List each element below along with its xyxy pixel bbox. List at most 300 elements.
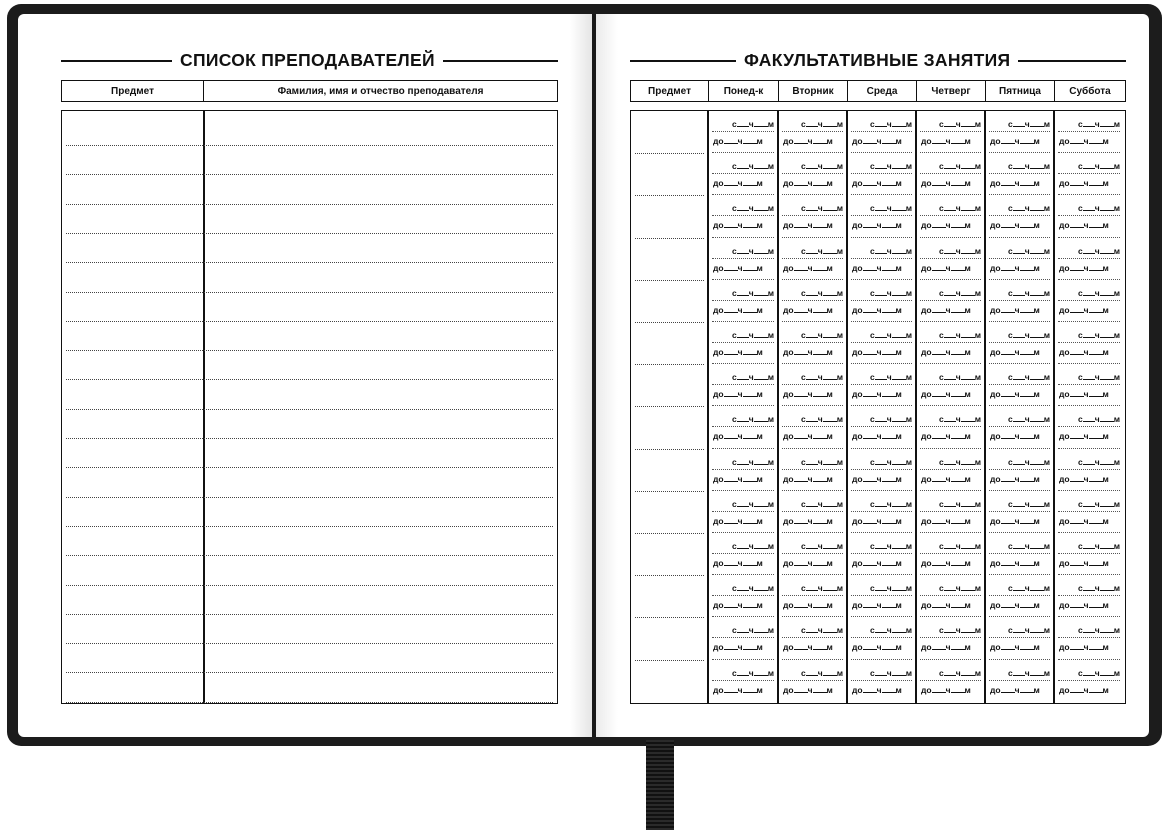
time-from-field[interactable]: с ч м: [870, 330, 912, 340]
time-to-field[interactable]: до ч м: [990, 515, 1040, 526]
time-from-field[interactable]: с ч м: [870, 245, 912, 256]
time-from-field[interactable]: с ч м: [1078, 498, 1120, 509]
row-separator: [851, 616, 912, 617]
time-to-field[interactable]: до ч м: [1059, 473, 1109, 484]
time-to-field[interactable]: до ч м: [852, 515, 902, 526]
time-from-field[interactable]: с ч м: [870, 456, 912, 467]
time-from-field[interactable]: с ч м: [939, 583, 981, 594]
time-from-field[interactable]: с ч м: [870, 583, 912, 594]
time-to-field[interactable]: до ч м: [1059, 558, 1109, 568]
time-to-field[interactable]: до ч м: [1059, 178, 1109, 189]
slot-separator: [920, 553, 981, 554]
time-from-field[interactable]: с ч м: [939, 330, 981, 340]
row-separator: [1058, 574, 1120, 575]
time-to-field[interactable]: до ч м: [713, 262, 763, 273]
time-to-field[interactable]: до ч м: [852, 684, 902, 695]
time-from-field[interactable]: с ч м: [732, 667, 774, 678]
time-from-field[interactable]: с ч м: [1078, 625, 1120, 636]
time-from-field[interactable]: с ч м: [732, 456, 774, 467]
time-from-field[interactable]: с ч м: [1078, 372, 1120, 383]
time-from-field[interactable]: с ч м: [1008, 414, 1050, 425]
row-separator: [1058, 363, 1120, 364]
row-separator: [712, 194, 774, 195]
time-to-field[interactable]: до ч м: [713, 304, 763, 315]
time-to-field[interactable]: до ч м: [1059, 431, 1109, 442]
row-separator: [1058, 405, 1120, 406]
time-to-field[interactable]: до ч м: [921, 684, 971, 695]
time-to-field[interactable]: до ч м: [990, 304, 1040, 315]
subject-line[interactable]: [635, 449, 704, 450]
slot-separator: [1058, 173, 1120, 174]
time-from-field[interactable]: с ч м: [1008, 498, 1050, 509]
time-from-field[interactable]: с ч м: [939, 498, 981, 509]
row-separator: [851, 405, 912, 406]
time-from-field[interactable]: с ч м: [732, 330, 774, 340]
row-separator: [920, 490, 981, 491]
time-from-field[interactable]: с ч м: [801, 330, 843, 340]
time-from-field[interactable]: с ч м: [1078, 330, 1120, 340]
row-separator: [920, 405, 981, 406]
time-to-field[interactable]: до ч м: [713, 558, 763, 568]
time-to-field[interactable]: до ч м: [852, 262, 902, 273]
time-from-field[interactable]: с ч м: [939, 287, 981, 298]
writing-line[interactable]: [66, 702, 553, 703]
time-to-field[interactable]: до ч м: [1059, 347, 1109, 357]
slot-separator: [712, 215, 774, 216]
time-to-field[interactable]: до ч м: [783, 136, 833, 146]
slot-separator: [712, 300, 774, 301]
time-from-field[interactable]: с ч м: [801, 625, 843, 636]
time-to-field[interactable]: до ч м: [990, 136, 1040, 146]
header-wednesday: Среда: [847, 81, 916, 101]
time-to-field[interactable]: до ч м: [783, 558, 833, 568]
time-from-field[interactable]: с ч м: [732, 541, 774, 551]
row-separator: [712, 448, 774, 449]
time-from-field[interactable]: с ч м: [1008, 245, 1050, 256]
writing-line[interactable]: [66, 643, 553, 644]
subject-line[interactable]: [635, 491, 704, 492]
time-from-field[interactable]: с ч м: [801, 203, 843, 214]
time-from-field[interactable]: с ч м: [1008, 583, 1050, 594]
time-to-field[interactable]: до ч м: [852, 136, 902, 146]
slot-separator: [920, 637, 981, 638]
subject-line[interactable]: [635, 153, 704, 154]
subject-line[interactable]: [635, 575, 704, 576]
time-to-field[interactable]: до ч м: [990, 558, 1040, 568]
row-separator: [989, 574, 1050, 575]
slot-separator: [782, 637, 843, 638]
slot-separator: [989, 131, 1050, 132]
time-from-field[interactable]: с ч м: [870, 414, 912, 425]
subject-line[interactable]: [635, 406, 704, 407]
header-subject: Предмет: [648, 85, 691, 97]
subject-line[interactable]: [635, 322, 704, 323]
time-from-field[interactable]: с ч м: [1078, 245, 1120, 256]
row-separator: [1058, 237, 1120, 238]
slot-separator: [1058, 426, 1120, 427]
header-tuesday: Вторник: [778, 81, 847, 101]
time-to-field[interactable]: до ч м: [852, 389, 902, 400]
row-separator: [989, 321, 1050, 322]
time-from-field[interactable]: с ч м: [1078, 456, 1120, 467]
slot-separator: [920, 131, 981, 132]
writing-line[interactable]: [66, 585, 553, 586]
time-from-field[interactable]: с ч м: [732, 625, 774, 636]
time-to-field[interactable]: до ч м: [783, 684, 833, 695]
writing-line[interactable]: [66, 438, 553, 439]
slot-separator: [1058, 680, 1120, 681]
time-to-field[interactable]: до ч м: [713, 220, 763, 231]
time-from-field[interactable]: с ч м: [870, 498, 912, 509]
time-to-field[interactable]: до ч м: [852, 178, 902, 189]
slot-separator: [989, 173, 1050, 174]
time-from-field[interactable]: с ч м: [1078, 667, 1120, 678]
writing-line[interactable]: [66, 409, 553, 410]
time-to-field[interactable]: до ч м: [921, 262, 971, 273]
time-from-field[interactable]: с ч м: [801, 414, 843, 425]
time-to-field[interactable]: до ч м: [921, 558, 971, 568]
slot-separator: [1058, 131, 1120, 132]
slot-separator: [1058, 342, 1120, 343]
slot-separator: [920, 595, 981, 596]
row-separator: [989, 152, 1050, 153]
time-to-field[interactable]: до ч м: [713, 684, 763, 695]
row-separator: [1058, 532, 1120, 533]
ribbon-bookmark: [646, 740, 674, 830]
row-separator: [1058, 616, 1120, 617]
time-to-field[interactable]: до ч м: [921, 515, 971, 526]
subject-line[interactable]: [635, 533, 704, 534]
time-from-field[interactable]: с ч м: [1008, 203, 1050, 214]
time-from-field[interactable]: с ч м: [801, 583, 843, 594]
row-separator: [782, 237, 843, 238]
row-separator: [1058, 152, 1120, 153]
time-to-field[interactable]: до ч м: [783, 473, 833, 484]
writing-line[interactable]: [66, 292, 553, 293]
time-to-field[interactable]: до ч м: [783, 389, 833, 400]
time-from-field[interactable]: с ч м: [870, 372, 912, 383]
subject-line[interactable]: [635, 617, 704, 618]
time-to-field[interactable]: до ч м: [921, 431, 971, 442]
writing-line[interactable]: [66, 379, 553, 380]
row-separator: [989, 279, 1050, 280]
time-from-field[interactable]: с ч м: [801, 287, 843, 298]
time-to-field[interactable]: до ч м: [852, 431, 902, 442]
time-from-field[interactable]: с ч м: [732, 287, 774, 298]
time-to-field[interactable]: до ч м: [783, 220, 833, 231]
time-to-field[interactable]: до ч м: [990, 642, 1040, 653]
row-separator: [851, 321, 912, 322]
subject-line[interactable]: [635, 280, 704, 281]
row-separator: [851, 574, 912, 575]
row-separator: [920, 659, 981, 660]
header-friday: Пятница: [985, 81, 1054, 101]
row-separator: [920, 448, 981, 449]
time-to-field[interactable]: до ч м: [921, 178, 971, 189]
row-separator: [712, 405, 774, 406]
electives-schedule-table: [630, 110, 1126, 704]
time-from-field[interactable]: с ч м: [1078, 161, 1120, 172]
time-from-field[interactable]: с ч м: [939, 372, 981, 383]
time-to-field[interactable]: до ч м: [921, 304, 971, 315]
time-to-field[interactable]: до ч м: [990, 600, 1040, 611]
subject-line[interactable]: [635, 660, 704, 661]
time-to-field[interactable]: до ч м: [990, 389, 1040, 400]
time-from-field[interactable]: с ч м: [939, 541, 981, 551]
row-separator: [782, 448, 843, 449]
subject-line[interactable]: [635, 195, 704, 196]
slot-separator: [1058, 511, 1120, 512]
slot-separator: [989, 680, 1050, 681]
time-from-field[interactable]: с ч м: [732, 161, 774, 172]
writing-line[interactable]: [66, 262, 553, 263]
time-from-field[interactable]: с ч м: [939, 667, 981, 678]
time-to-field[interactable]: до ч м: [713, 389, 763, 400]
time-to-field[interactable]: до ч м: [783, 600, 833, 611]
row-separator: [851, 152, 912, 153]
writing-line[interactable]: [66, 204, 553, 205]
row-separator: [851, 237, 912, 238]
time-from-field[interactable]: с ч м: [870, 287, 912, 298]
time-to-field[interactable]: до ч м: [852, 642, 902, 653]
row-separator: [920, 194, 981, 195]
time-to-field[interactable]: до ч м: [990, 347, 1040, 357]
slot-separator: [1058, 637, 1120, 638]
row-separator: [712, 321, 774, 322]
writing-line[interactable]: [66, 555, 553, 556]
time-to-field[interactable]: до ч м: [1059, 262, 1109, 273]
slot-separator: [989, 511, 1050, 512]
slot-separator: [989, 300, 1050, 301]
time-from-field[interactable]: с ч м: [870, 119, 912, 129]
time-to-field[interactable]: до ч м: [990, 473, 1040, 484]
time-to-field[interactable]: до ч м: [921, 473, 971, 484]
time-from-field[interactable]: с ч м: [870, 203, 912, 214]
time-from-field[interactable]: с ч м: [1078, 203, 1120, 214]
time-from-field[interactable]: с ч м: [732, 203, 774, 214]
time-to-field[interactable]: до ч м: [713, 136, 763, 146]
time-from-field[interactable]: с ч м: [870, 625, 912, 636]
time-from-field[interactable]: с ч м: [870, 667, 912, 678]
time-from-field[interactable]: с ч м: [801, 498, 843, 509]
slot-separator: [920, 342, 981, 343]
row-separator: [1058, 448, 1120, 449]
row-separator: [712, 152, 774, 153]
time-to-field[interactable]: до ч м: [852, 473, 902, 484]
slot-separator: [782, 173, 843, 174]
time-from-field[interactable]: с ч м: [939, 245, 981, 256]
slot-separator: [712, 131, 774, 132]
time-to-field[interactable]: до ч м: [783, 347, 833, 357]
time-to-field[interactable]: до ч м: [783, 304, 833, 315]
time-from-field[interactable]: с ч м: [1008, 119, 1050, 129]
time-from-field[interactable]: с ч м: [801, 372, 843, 383]
time-from-field[interactable]: с ч м: [1008, 372, 1050, 383]
row-separator: [712, 532, 774, 533]
time-to-field[interactable]: до ч м: [783, 515, 833, 526]
row-separator: [782, 321, 843, 322]
time-to-field[interactable]: до ч м: [921, 389, 971, 400]
time-from-field[interactable]: с ч м: [939, 161, 981, 172]
time-to-field[interactable]: до ч м: [1059, 642, 1109, 653]
time-to-field[interactable]: до ч м: [990, 431, 1040, 442]
slot-separator: [782, 300, 843, 301]
time-from-field[interactable]: с ч м: [732, 583, 774, 594]
time-to-field[interactable]: до ч м: [1059, 600, 1109, 611]
right-table-header: [630, 80, 1126, 102]
time-from-field[interactable]: с ч м: [1078, 414, 1120, 425]
row-separator: [989, 659, 1050, 660]
time-from-field[interactable]: с ч м: [801, 161, 843, 172]
time-from-field[interactable]: с ч м: [801, 119, 843, 129]
row-separator: [782, 194, 843, 195]
slot-separator: [782, 426, 843, 427]
day-column-divider: [915, 111, 917, 703]
subject-line[interactable]: [635, 364, 704, 365]
time-from-field[interactable]: с ч м: [1008, 287, 1050, 298]
time-to-field[interactable]: до ч м: [783, 431, 833, 442]
row-separator: [851, 363, 912, 364]
time-to-field[interactable]: до ч м: [921, 642, 971, 653]
time-to-field[interactable]: до ч м: [1059, 515, 1109, 526]
time-from-field[interactable]: с ч м: [939, 625, 981, 636]
time-to-field[interactable]: до ч м: [1059, 220, 1109, 231]
time-from-field[interactable]: с ч м: [939, 414, 981, 425]
time-to-field[interactable]: до ч м: [852, 304, 902, 315]
time-from-field[interactable]: с ч м: [732, 498, 774, 509]
slot-separator: [851, 511, 912, 512]
time-to-field[interactable]: до ч м: [713, 642, 763, 653]
time-from-field[interactable]: с ч м: [801, 456, 843, 467]
time-to-field[interactable]: до ч м: [921, 600, 971, 611]
row-separator: [989, 532, 1050, 533]
time-from-field[interactable]: с ч м: [801, 541, 843, 551]
time-to-field[interactable]: до ч м: [921, 136, 971, 146]
time-from-field[interactable]: с ч м: [1078, 583, 1120, 594]
time-from-field[interactable]: с ч м: [801, 245, 843, 256]
time-from-field[interactable]: с ч м: [939, 119, 981, 129]
row-separator: [782, 152, 843, 153]
time-to-field[interactable]: до ч м: [852, 220, 902, 231]
header-subject: Предмет: [111, 85, 154, 97]
time-to-field[interactable]: до ч м: [713, 515, 763, 526]
subject-line[interactable]: [635, 238, 704, 239]
time-to-field[interactable]: до ч м: [990, 220, 1040, 231]
time-to-field[interactable]: до ч м: [713, 178, 763, 189]
time-from-field[interactable]: с ч м: [732, 245, 774, 256]
slot-separator: [712, 384, 774, 385]
row-separator: [1058, 490, 1120, 491]
time-from-field[interactable]: с ч м: [870, 161, 912, 172]
time-from-field[interactable]: с ч м: [1008, 456, 1050, 467]
time-to-field[interactable]: до ч м: [713, 347, 763, 357]
writing-line[interactable]: [66, 497, 553, 498]
time-from-field[interactable]: с ч м: [1008, 541, 1050, 551]
slot-separator: [712, 342, 774, 343]
time-from-field[interactable]: с ч м: [1078, 119, 1120, 129]
writing-line[interactable]: [66, 526, 553, 527]
time-to-field[interactable]: до ч м: [1059, 684, 1109, 695]
writing-line[interactable]: [66, 614, 553, 615]
slot-separator: [920, 384, 981, 385]
row-separator: [1058, 659, 1120, 660]
time-to-field[interactable]: до ч м: [852, 600, 902, 611]
slot-separator: [712, 469, 774, 470]
time-to-field[interactable]: до ч м: [990, 178, 1040, 189]
time-from-field[interactable]: с ч м: [1008, 625, 1050, 636]
day-column-divider: [984, 111, 986, 703]
time-from-field[interactable]: с ч м: [870, 541, 912, 551]
writing-line[interactable]: [66, 321, 553, 322]
time-from-field[interactable]: с ч м: [1008, 667, 1050, 678]
row-separator: [989, 490, 1050, 491]
time-to-field[interactable]: до ч м: [783, 262, 833, 273]
row-separator: [989, 237, 1050, 238]
time-from-field[interactable]: с ч м: [1078, 287, 1120, 298]
time-from-field[interactable]: с ч м: [939, 203, 981, 214]
time-to-field[interactable]: до ч м: [1059, 389, 1109, 400]
slot-separator: [782, 553, 843, 554]
slot-separator: [1058, 595, 1120, 596]
slot-separator: [920, 426, 981, 427]
slot-separator: [851, 553, 912, 554]
writing-line[interactable]: [66, 174, 553, 175]
time-to-field[interactable]: до ч м: [1059, 304, 1109, 315]
time-to-field[interactable]: до ч м: [921, 220, 971, 231]
time-to-field[interactable]: до ч м: [990, 262, 1040, 273]
time-to-field[interactable]: до ч м: [783, 178, 833, 189]
time-from-field[interactable]: с ч м: [1078, 541, 1120, 551]
time-from-field[interactable]: с ч м: [801, 667, 843, 678]
writing-line[interactable]: [66, 467, 553, 468]
writing-line[interactable]: [66, 350, 553, 351]
row-separator: [851, 659, 912, 660]
row-separator: [920, 152, 981, 153]
time-from-field[interactable]: с ч м: [732, 372, 774, 383]
time-to-field[interactable]: до ч м: [713, 473, 763, 484]
row-separator: [920, 321, 981, 322]
slot-separator: [782, 469, 843, 470]
time-from-field[interactable]: с ч м: [1008, 161, 1050, 172]
time-to-field[interactable]: до ч м: [783, 642, 833, 653]
time-from-field[interactable]: с ч м: [939, 456, 981, 467]
time-to-field[interactable]: до ч м: [713, 600, 763, 611]
time-to-field[interactable]: до ч м: [921, 347, 971, 357]
slot-separator: [851, 173, 912, 174]
time-to-field[interactable]: до ч м: [1059, 136, 1109, 146]
slot-separator: [989, 637, 1050, 638]
row-separator: [1058, 321, 1120, 322]
slot-separator: [851, 215, 912, 216]
slot-separator: [712, 680, 774, 681]
time-to-field[interactable]: до ч м: [990, 684, 1040, 695]
time-from-field[interactable]: с ч м: [1008, 330, 1050, 340]
time-from-field[interactable]: с ч м: [732, 414, 774, 425]
row-separator: [712, 279, 774, 280]
row-separator: [782, 616, 843, 617]
writing-line[interactable]: [66, 233, 553, 234]
row-separator: [782, 363, 843, 364]
time-to-field[interactable]: до ч м: [852, 558, 902, 568]
time-from-field[interactable]: с ч м: [732, 119, 774, 129]
header-saturday: Суббота: [1054, 81, 1125, 101]
writing-line[interactable]: [66, 672, 553, 673]
time-to-field[interactable]: до ч м: [713, 431, 763, 442]
slot-separator: [712, 637, 774, 638]
slot-separator: [851, 426, 912, 427]
writing-line[interactable]: [66, 145, 553, 146]
time-to-field[interactable]: до ч м: [852, 347, 902, 357]
